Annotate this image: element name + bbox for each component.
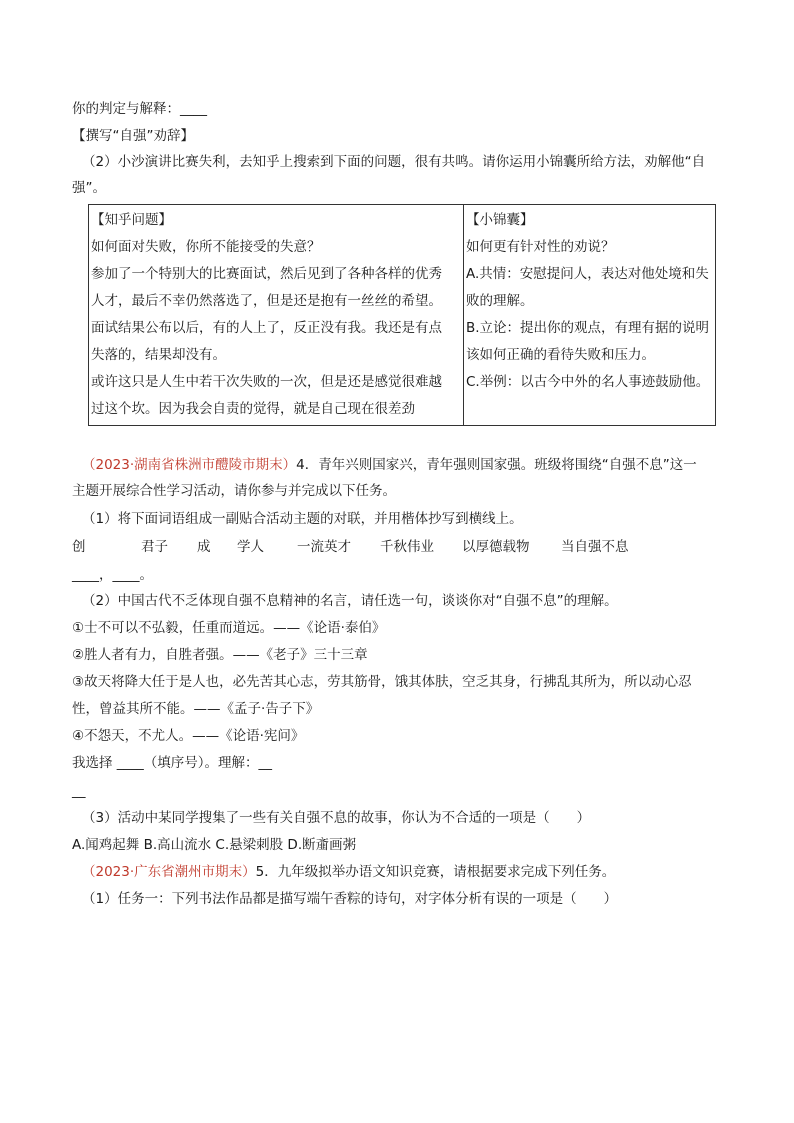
- zhihu-line: 面试结果公布以后，有的人上了，反正没有我。我还是有点: [91, 320, 442, 336]
- q4-source: （2023·湖南省株洲市醴陵市期末）: [82, 457, 297, 473]
- q4-part3-options: A.闻鸡起舞 B.高山流水 C.悬梁刺股 D.断齑画粥: [72, 837, 357, 853]
- judgment-line: 你的判定与解释：____: [72, 101, 207, 117]
- q4-stem-line2: 主题开展综合性学习活动，请你参与并完成以下任务。: [72, 483, 396, 499]
- tips-line: 该如何正确的看待失败和压力。: [466, 347, 655, 363]
- word-bank-item: 学人: [237, 539, 264, 555]
- tips-cell: [464, 205, 716, 426]
- tips-line: A.共情：安慰提问人，表达对他处境和失: [466, 266, 709, 282]
- q2-prompt-line1: （2）小沙演讲比赛失利，去知乎上搜索到下面的问题，很有共鸣。请你运用小锦囊所给方法，劝解他“自: [82, 154, 706, 170]
- tips-line: B.立论：提出你的观点，有理有据的说明: [466, 320, 710, 336]
- word-bank-item: 君子: [141, 539, 168, 555]
- tips-line: 如何更有针对性的劝说？: [466, 239, 615, 255]
- zhihu-line: 或许这只是人生中若干次失败的一次，但是还是感觉很难越: [91, 374, 442, 390]
- q5-heading: [82, 862, 615, 882]
- choose-line: 我选择 ____（填序号）。理解：__: [72, 755, 273, 771]
- zhihu-line: 失落的，结果却没有。: [91, 347, 226, 363]
- q4-part3: （3）活动中某同学搜集了一些有关自强不息的故事，你认为不合适的一项是（ ）: [82, 810, 591, 826]
- choose-line-continued: __: [72, 783, 86, 799]
- quote-4: ④不怨天，不尤人。——《论语·宪问》: [72, 728, 305, 744]
- quote-2: ②胜人者有力，自胜者强。——《老子》三十三章: [72, 647, 368, 663]
- quote-3-line2: 性，曾益其所不能。——《孟子·告子下》: [72, 701, 320, 717]
- word-bank-item: 创: [72, 539, 86, 555]
- q4-stem-line1: 4．青年兴则国家兴，青年强则国家强。班级将围绕“自强不息”这一: [296, 457, 697, 473]
- word-bank-item: 当自强不息: [561, 539, 629, 555]
- zhihu-line: 参加了一个特别大的比赛面试，然后见到了各种各样的优秀: [91, 266, 442, 282]
- word-bank-item: 以厚德载物: [462, 539, 530, 555]
- word-bank-item: 一流英才: [297, 539, 351, 555]
- q5-stem: 5．九年级拟举办语文知识竞赛，请根据要求完成下列任务。: [255, 864, 616, 880]
- q5-part1: （1）任务一：下列书法作品都是描写端午香粽的诗句，对字体分析有误的一项是（ ）: [82, 891, 618, 907]
- q4-part2: （2）中国古代不乏体现自强不息精神的名言，请任选一句，谈谈你对“自强不息”的理解。: [82, 593, 618, 609]
- q5-source: （2023·广东省潮州市期末）: [82, 864, 256, 880]
- tips-line: 败的理解。: [466, 293, 534, 309]
- advice-table: [88, 204, 716, 426]
- q4-heading: [82, 455, 697, 475]
- zhihu-line: 过这个坎。因为我会自责的觉得，就是自己现在很差劲: [91, 401, 415, 417]
- section-title: 【撰写“自强”劝辞】: [72, 128, 194, 144]
- tips-heading: 【小锦囊】: [466, 212, 534, 228]
- tips-line: C.举例：以古今中外的名人事迹鼓励他。: [466, 374, 710, 390]
- word-bank-item: 成: [197, 539, 211, 555]
- q4-part1: （1）将下面词语组成一副贴合活动主题的对联，并用楷体抄写到横线上。: [82, 511, 523, 527]
- zhihu-line: 人才，最后不幸仍然落选了，但是还是抱有一丝丝的希望。: [91, 293, 442, 309]
- quote-3-line1: ③故天将降大任于是人也，必先苦其心志，劳其筋骨，饿其体肤，空乏其身，行拂乱其所为，所以动心忍: [72, 674, 692, 690]
- zhihu-line: 如何面对失败，你所不能接受的失意？: [91, 239, 321, 255]
- couplet-blanks: ____，____。: [72, 567, 153, 583]
- zhihu-question-cell: [89, 205, 464, 426]
- word-bank-item: 千秋伟业: [380, 539, 434, 555]
- q2-prompt-line2: 强”。: [72, 180, 106, 196]
- quote-1: ①士不可以不弘毅，任重而道远。——《论语·泰伯》: [72, 620, 386, 636]
- zhihu-heading: 【知乎问题】: [91, 212, 172, 228]
- word-bank: [0, 537, 794, 557]
